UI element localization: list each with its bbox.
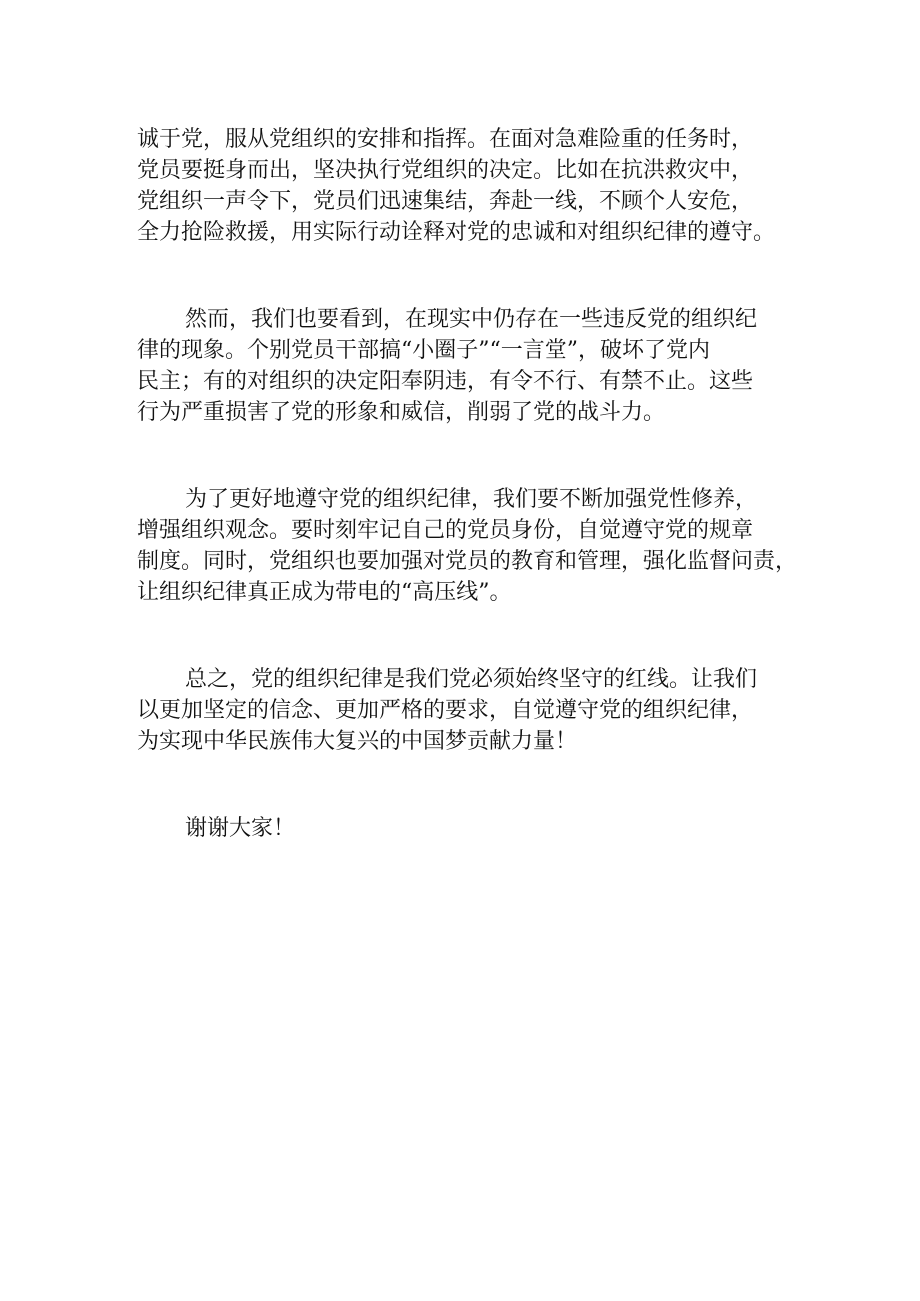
- paragraph-line: 以更加坚定的信念、更加严格的要求，自觉遵守党的组织纪律，: [137, 698, 754, 723]
- paragraph-3: [137, 484, 797, 608]
- paragraph-line: 增强组织观念。要时刻牢记自己的党员身份，自觉遵守党的规章: [137, 518, 754, 543]
- paragraph-line: 党组织一声令下，党员们迅速集结，奔赴一线，不顾个人安危，: [137, 189, 754, 214]
- paragraph-line: 制度。同时，党组织也要加强对党员的教育和管理，强化监督问责，: [137, 549, 798, 574]
- paragraph-line: 总之，党的组织纪律是我们党必须始终坚守的红线。让我们: [185, 667, 758, 692]
- paragraph-1: [137, 124, 797, 248]
- paragraph-line: 为了更好地遵守党的组织纪律，我们要不断加强党性修养，: [185, 487, 758, 512]
- paragraph-line: 律的现象。个别党员干部搞“小圈子”“一言堂”，破坏了党内: [137, 338, 710, 363]
- paragraph-4: [137, 664, 797, 757]
- closing-line: 谢谢大家！: [185, 816, 296, 841]
- paragraph-line: 诚于党，服从党组织的安排和指挥。在面对急难险重的任务时，: [137, 127, 754, 152]
- paragraph-line: 让组织纪律真正成为带电的“高压线”。: [137, 580, 512, 605]
- paragraph-line: 全力抢险救援，用实际行动诠释对党的忠诚和对组织纪律的遵守。: [137, 220, 776, 245]
- document-body: [137, 124, 797, 900]
- paragraph-2: [137, 304, 797, 428]
- closing-paragraph: [137, 813, 797, 844]
- paragraph-line: 党员要挺身而出，坚决执行党组织的决定。比如在抗洪救灾中，: [137, 158, 754, 183]
- paragraph-line: 为实现中华民族伟大复兴的中国梦贡献力量！: [137, 729, 578, 754]
- paragraph-line: 然而，我们也要看到，在现实中仍存在一些违反党的组织纪: [185, 307, 758, 332]
- paragraph-line: 民主；有的对组织的决定阳奉阴违，有令不行、有禁不止。这些: [137, 369, 754, 394]
- paragraph-line: 行为严重损害了党的形象和威信，削弱了党的战斗力。: [137, 400, 666, 425]
